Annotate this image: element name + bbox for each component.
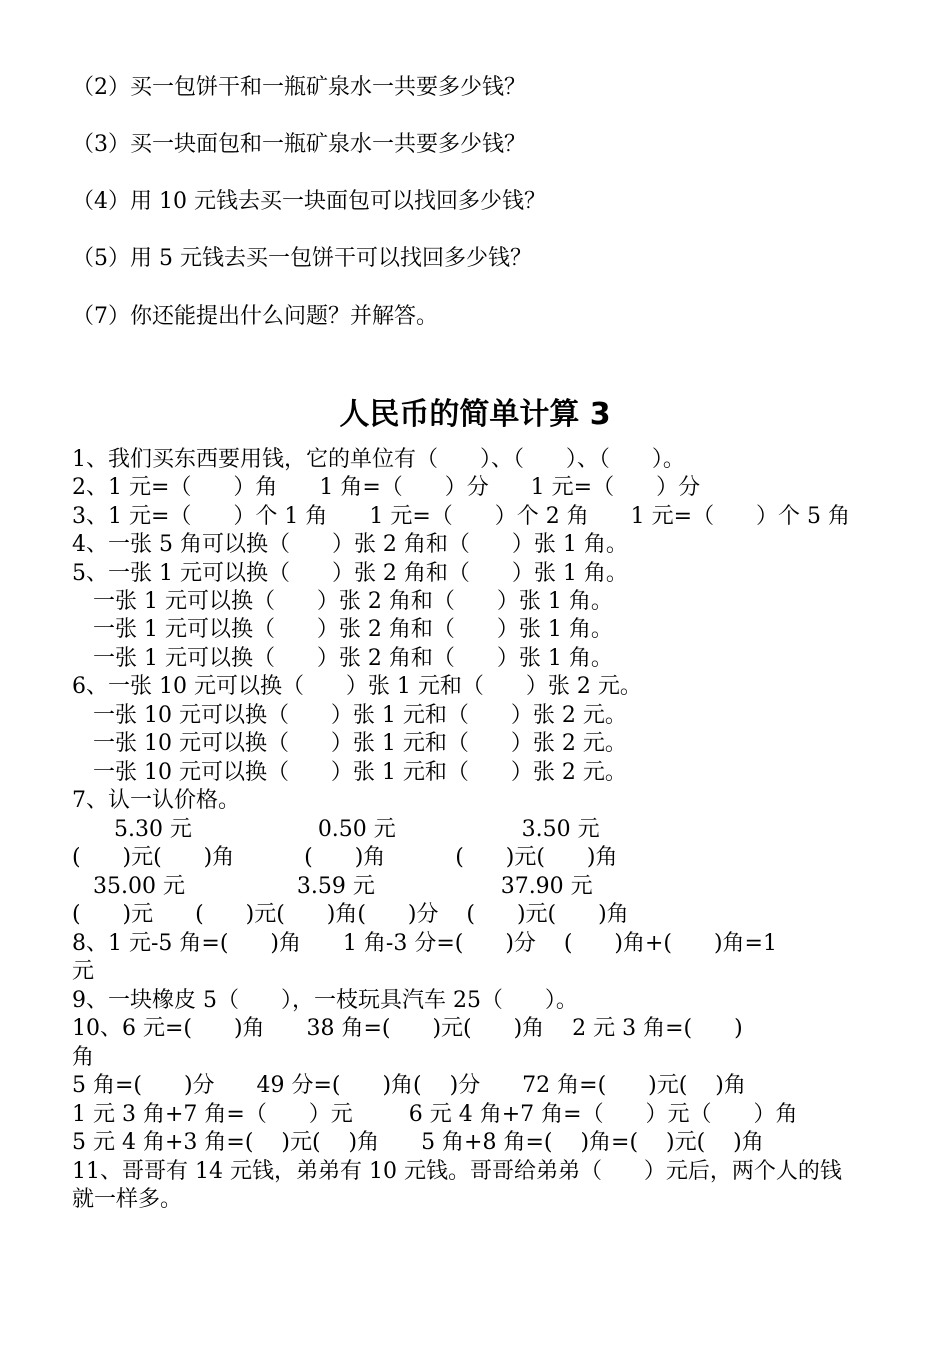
exercise-line: 5 角=( )分 49 分=( )角( )分 72 角=( )元( )角	[72, 1073, 746, 1098]
question-7: （7）你还能提出什么问题？并解答。	[72, 304, 438, 329]
exercise-line: 角	[72, 1045, 95, 1070]
exercise-line: 4、一张 5 角可以换（ ）张 2 角和（ ）张 1 角。	[72, 532, 628, 557]
exercise-line: 就一样多。	[72, 1187, 183, 1212]
question-4: （4）用 10 元钱去买一块面包可以找回多少钱？	[72, 189, 546, 214]
question-3: （3）买一块面包和一瓶矿泉水一共要多少钱？	[72, 132, 526, 157]
question-2: （2）买一包饼干和一瓶矿泉水一共要多少钱？	[72, 75, 526, 100]
exercise-line: 5.30 元 0.50 元 3.50 元	[72, 817, 600, 842]
exercise-line: 5、一张 1 元可以换（ ）张 2 角和（ ）张 1 角。	[72, 561, 628, 586]
exercise-line: 一张 1 元可以换（ ）张 2 角和（ ）张 1 角。	[72, 646, 613, 671]
exercise-line: 1、我们买东西要用钱，它的单位有（ ）、（ ）、（ ）。	[72, 447, 685, 472]
exercise-line: 元	[72, 959, 95, 984]
exercise-line: 8、1 元-5 角=( )角 1 角-3 分=( )分 ( )角+( )角=1	[72, 931, 777, 956]
exercise-line: 2、1 元=（ ）角 1 角=（ ）分 1 元=（ ）分	[72, 475, 701, 500]
exercise-line: 一张 1 元可以换（ ）张 2 角和（ ）张 1 角。	[72, 617, 613, 642]
exercise-line: ( )元( )角 ( )角 ( )元( )角	[72, 845, 618, 870]
exercise-line: 7、认一认价格。	[72, 788, 240, 813]
exercise-line: 35.00 元 3.59 元 37.90 元	[72, 874, 593, 899]
exercise-line: 一张 10 元可以换（ ）张 1 元和（ ）张 2 元。	[72, 703, 627, 728]
exercise-line: 9、一块橡皮 5（ ），一枝玩具汽车 25（ ）。	[72, 988, 578, 1013]
exercise-line: 6、一张 10 元可以换（ ）张 1 元和（ ）张 2 元。	[72, 674, 642, 699]
exercise-line: 1 元 3 角+7 角=（ ）元 6 元 4 角+7 角=（ ）元（ ）角	[72, 1102, 798, 1127]
exercise-line: 10、6 元=( )角 38 角=( )元( )角 2 元 3 角=( )	[72, 1016, 743, 1041]
exercise-line: 5 元 4 角+3 角=( )元( )角 5 角+8 角=( )角=( )元( )角	[72, 1130, 764, 1155]
exercise-line: 一张 10 元可以换（ ）张 1 元和（ ）张 2 元。	[72, 760, 627, 785]
question-5: （5）用 5 元钱去买一包饼干可以找回多少钱？	[72, 246, 532, 271]
exercise-line: 11、哥哥有 14 元钱，弟弟有 10 元钱。哥哥给弟弟（ ）元后，两个人的钱	[72, 1159, 842, 1184]
exercise-line: 一张 1 元可以换（ ）张 2 角和（ ）张 1 角。	[72, 589, 613, 614]
page-title: 人民币的简单计算 3	[339, 397, 611, 432]
exercise-line: ( )元 ( )元( )角( )分 ( )元( )角	[72, 902, 629, 927]
exercise-line: 一张 10 元可以换（ ）张 1 元和（ ）张 2 元。	[72, 731, 627, 756]
exercise-line: 3、1 元=（ ）个 1 角 1 元=（ ）个 2 角 1 元=（ ）个 5 角	[72, 504, 851, 529]
